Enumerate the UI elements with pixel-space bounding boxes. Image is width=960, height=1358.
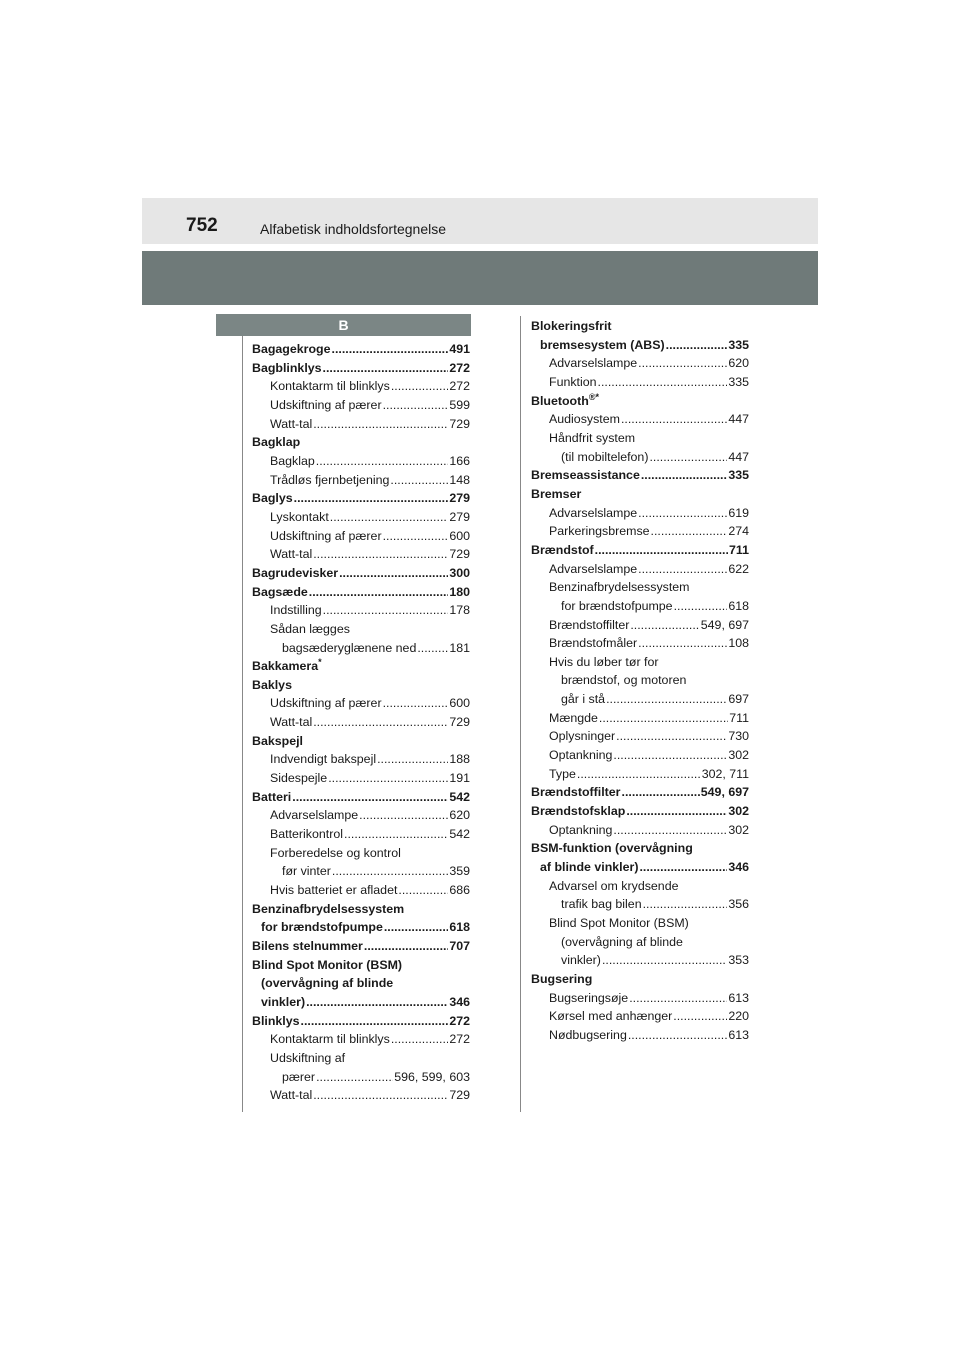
entry-page-number: 335 <box>728 468 749 483</box>
entry-label: Forberedelse og kontrol <box>270 845 401 860</box>
dot-leader <box>598 373 728 392</box>
index-entry <box>252 471 470 490</box>
entry-label: Blind Spot Monitor (BSM) <box>252 957 403 972</box>
entry-page-number: 491 <box>449 342 470 356</box>
index-entry <box>531 1026 749 1045</box>
index-entry <box>252 396 470 415</box>
entry-page-number: 108 <box>728 636 749 651</box>
entry-page-number: 188 <box>449 752 470 767</box>
index-entry <box>531 914 749 933</box>
index-entry <box>252 415 470 434</box>
entry-page-number: 600 <box>449 696 470 711</box>
entry-label: Advarselslampe <box>549 356 638 371</box>
entry-page-number: 596, 599, 603 <box>394 1069 470 1084</box>
entry-label: Watt-tal <box>270 1088 313 1103</box>
index-entry <box>531 354 749 373</box>
dot-leader <box>292 788 448 807</box>
index-entry <box>531 466 749 485</box>
dot-leader <box>377 750 448 769</box>
entry-label: Type <box>549 766 576 781</box>
dot-leader <box>641 466 727 485</box>
entry-label: Benzinafbrydelsessystem <box>549 580 690 595</box>
entry-label: Blind Spot Monitor (BSM) <box>549 916 689 930</box>
entry-page-number: 274 <box>728 524 749 539</box>
entry-label: Advarselslampe <box>549 561 638 576</box>
entry-label: Sådan lægges <box>270 621 350 636</box>
entry-page-number: 697 <box>728 692 749 707</box>
entry-page-number: 549, 697 <box>700 785 749 800</box>
page-title: Alfabetisk indholdsfortegnelse <box>260 221 447 237</box>
entry-page-number: 600 <box>449 528 470 543</box>
entry-label: vinkler) <box>261 994 306 1009</box>
entry-page-number: 620 <box>449 808 470 823</box>
dot-leader <box>674 597 728 616</box>
entry-page-number: 613 <box>728 1027 749 1042</box>
dot-leader <box>391 377 448 396</box>
entry-label: Hvis batteriet er afladet <box>270 883 398 898</box>
entry-page-number: 711 <box>729 542 749 557</box>
index-entry <box>531 970 749 989</box>
entry-page-number: 447 <box>728 449 749 464</box>
entry-page-number: 542 <box>449 827 470 842</box>
entry-label: Blokeringsfrit <box>531 319 612 333</box>
index-entry <box>252 545 470 564</box>
index-entry <box>531 448 749 467</box>
entry-label: Håndfrit system <box>549 430 636 445</box>
index-entry <box>252 359 470 378</box>
entry-page-number: 181 <box>449 640 470 655</box>
entry-label: Brændstofsklap <box>531 804 626 819</box>
entry-label: Bakspejl <box>252 733 303 748</box>
dot-leader <box>313 415 448 434</box>
entry-label: Benzinafbrydelsessystem <box>252 901 405 916</box>
dot-leader <box>364 937 448 956</box>
index-entry <box>531 616 749 635</box>
index-entry <box>252 918 470 937</box>
entry-label: (til mobiltelefon) <box>561 449 649 464</box>
entry-page-number: 729 <box>449 547 470 562</box>
dot-leader <box>339 564 448 583</box>
index-entry <box>531 877 749 896</box>
index-entry <box>531 690 749 709</box>
dot-leader <box>383 694 449 713</box>
index-entry <box>252 713 470 732</box>
index-entry <box>252 676 470 695</box>
entry-page-number: 178 <box>449 603 470 618</box>
page-number: 752 <box>186 215 218 236</box>
entry-label: Bagblinklys <box>252 360 322 375</box>
index-entry <box>252 508 470 527</box>
right-column-rule <box>520 316 521 1112</box>
entry-label: Hvis du løber tør for <box>549 654 659 669</box>
index-entry <box>531 709 749 728</box>
entry-page-number: 279 <box>449 509 470 524</box>
entry-page-number: 191 <box>449 771 470 786</box>
dot-leader <box>599 709 728 728</box>
entry-label: Advarsel om krydsende <box>549 878 679 893</box>
entry-page-number: 148 <box>449 472 470 487</box>
dot-leader <box>313 1086 448 1105</box>
index-entry <box>531 783 749 802</box>
entry-page-number: 279 <box>449 491 470 506</box>
dot-leader <box>595 541 728 560</box>
entry-label: Indvendigt bakspejl <box>270 752 377 767</box>
entry-label: Brændstoffilter <box>549 617 630 632</box>
entry-page-number: 302 <box>728 748 749 763</box>
entry-label: Bugsering <box>531 971 593 986</box>
index-entry <box>531 410 749 429</box>
entry-label: går i stå <box>561 692 606 707</box>
entry-label: Bremseassistance <box>531 468 640 483</box>
entry-label: Udskiftning af <box>270 1050 346 1065</box>
dot-leader <box>417 639 448 658</box>
entry-label: Udskiftning af pærer <box>270 696 382 711</box>
entry-page-number: 730 <box>728 729 749 744</box>
index-entry <box>531 951 749 970</box>
entry-label: Bagklap <box>252 435 301 450</box>
entry-page-number: 447 <box>728 412 749 427</box>
index-entry <box>252 862 470 881</box>
entry-page-number: 613 <box>728 990 749 1005</box>
entry-label: BSM-funktion (overvågning <box>531 841 693 856</box>
dot-leader <box>638 504 727 523</box>
entry-label: Kontaktarm til blinklys <box>270 1032 390 1047</box>
index-entry <box>531 895 749 914</box>
entry-page-number: 335 <box>728 374 749 389</box>
index-entry <box>252 639 470 658</box>
entry-page-number: 729 <box>449 715 470 730</box>
entry-page-number: 356 <box>728 897 749 912</box>
entry-label: Audiosystem <box>549 412 620 427</box>
index-entry <box>531 765 749 784</box>
index-entry <box>531 541 749 560</box>
dot-leader <box>313 545 448 564</box>
dot-leader <box>306 993 448 1012</box>
dot-leader <box>323 359 449 378</box>
entry-label: Optankning <box>549 822 613 837</box>
index-entry <box>531 989 749 1008</box>
index-entry <box>531 727 749 746</box>
dot-leader <box>638 560 727 579</box>
entry-label: for brændstofpumpe <box>261 920 383 935</box>
entry-label: Watt-tal <box>270 547 313 562</box>
index-entry <box>252 806 470 825</box>
dot-leader <box>629 989 727 1008</box>
entry-page-number: 549, 697 <box>700 617 749 632</box>
index-entry <box>252 1030 470 1049</box>
dot-leader <box>602 951 727 970</box>
entry-label: Batteri <box>252 789 292 804</box>
index-entry <box>531 504 749 523</box>
entry-page-number: 618 <box>728 598 749 613</box>
entry-label: Indstilling <box>270 603 322 618</box>
entry-label: Lyskontakt <box>270 509 329 524</box>
entry-page-number: 272 <box>449 1032 470 1047</box>
entry-page-number: 272 <box>449 1013 470 1028</box>
index-entry <box>252 900 470 919</box>
index-entry <box>252 844 470 863</box>
dot-leader <box>621 410 727 429</box>
index-entry <box>531 522 749 541</box>
entry-page-number: 711 <box>729 710 749 725</box>
entry-label: Udskiftning af pærer <box>270 528 382 543</box>
index-entry <box>252 1049 470 1068</box>
dot-leader <box>649 448 727 467</box>
index-entry <box>531 821 749 840</box>
entry-label: Bakkamera <box>252 659 319 674</box>
dot-leader <box>384 918 448 937</box>
index-entry <box>531 560 749 579</box>
entry-label: Parkeringsbremse <box>549 524 650 539</box>
index-entry <box>252 788 470 807</box>
index-entry <box>252 433 470 452</box>
dot-leader <box>316 452 449 471</box>
entry-page-number: 166 <box>449 453 470 468</box>
entry-label: Bluetooth <box>531 393 589 408</box>
entry-label: Nødbugsering <box>549 1027 627 1042</box>
index-entry <box>531 578 749 597</box>
index-entry <box>531 933 749 952</box>
dot-leader <box>616 727 727 746</box>
entry-label: bagsæderyglænene ned <box>282 640 417 655</box>
index-entry <box>252 956 470 975</box>
entry-label: Watt-tal <box>270 715 313 730</box>
entry-page-number: 300 <box>449 565 470 580</box>
dot-leader <box>398 881 448 900</box>
entry-page-number: 335 <box>728 337 749 352</box>
index-entry <box>531 336 749 355</box>
entry-label: Trådløs fjernbetjening <box>270 472 390 487</box>
entry-label: af blinde vinkler) <box>540 860 639 875</box>
entry-label: Baklys <box>252 677 292 692</box>
dot-leader <box>323 601 449 620</box>
index-entry <box>252 657 470 676</box>
dot-leader <box>332 862 448 881</box>
index-entry <box>531 392 749 411</box>
dot-leader <box>666 336 728 355</box>
entry-label: Mængde <box>549 710 598 725</box>
index-entry <box>531 597 749 616</box>
entry-page-number: 359 <box>449 864 470 879</box>
index-entry <box>531 858 749 877</box>
section-band <box>142 251 818 305</box>
index-entry <box>252 769 470 788</box>
entry-label: Batterikontrol <box>270 827 344 842</box>
entry-label: Advarselslampe <box>549 505 638 520</box>
dot-leader <box>606 690 727 709</box>
entry-label: Bagrudevisker <box>252 565 339 580</box>
entry-label: Bilens stelnummer <box>252 939 363 953</box>
dot-leader <box>359 806 448 825</box>
entry-label: Brændstofmåler <box>549 636 638 651</box>
index-entry <box>531 634 749 653</box>
dot-leader <box>613 821 727 840</box>
index-entry <box>252 564 470 583</box>
entry-page-number: 353 <box>728 953 749 968</box>
entry-page-number: 729 <box>449 416 470 431</box>
dot-leader <box>639 858 727 877</box>
entry-page-number: 220 <box>728 1009 749 1024</box>
entry-label: (overvågning af blinde <box>561 934 683 949</box>
entry-label: brændstof, og motoren <box>561 673 687 688</box>
entry-page-number: 619 <box>728 505 749 520</box>
entry-label: Oplysninger <box>549 729 616 744</box>
index-entry <box>252 583 470 602</box>
entry-page-number: 618 <box>449 920 470 935</box>
dot-leader <box>622 783 700 802</box>
entry-label: Sidespejle <box>270 771 328 786</box>
entry-label: Bagsæde <box>252 584 308 599</box>
index-entry <box>252 937 470 956</box>
entry-label: Kontaktarm til blinklys <box>270 379 390 394</box>
entry-label: Watt-tal <box>270 416 313 431</box>
index-entry <box>252 1068 470 1087</box>
dot-leader <box>301 1012 449 1031</box>
entry-label: bremsesystem (ABS) <box>540 337 665 352</box>
entry-page-number: 346 <box>449 994 470 1009</box>
index-entry <box>252 527 470 546</box>
index-entry <box>252 1012 470 1031</box>
footnote-mark: * <box>318 657 322 668</box>
section-letter-tab: B <box>216 314 471 336</box>
index-entry <box>531 317 749 336</box>
entry-label: Bagklap <box>270 453 315 468</box>
entry-label: pærer <box>282 1069 316 1084</box>
dot-leader <box>294 489 449 508</box>
entry-label: Brændstoffilter <box>531 785 621 800</box>
dot-leader <box>628 1026 727 1045</box>
dot-leader <box>577 765 701 784</box>
entry-page-number: 622 <box>728 561 749 576</box>
entry-label: Funktion <box>549 374 597 389</box>
dot-leader <box>328 769 448 788</box>
entry-label: Advarselslampe <box>270 808 359 823</box>
entry-page-number: 599 <box>449 397 470 412</box>
index-entry <box>531 802 749 821</box>
entry-page-number: 302 <box>728 822 749 837</box>
entry-label: før vinter <box>282 864 331 879</box>
index-entry <box>252 694 470 713</box>
index-entry <box>252 340 470 359</box>
entry-page-number: 707 <box>449 939 470 953</box>
entry-page-number: 180 <box>449 584 470 599</box>
entry-label: Bremser <box>531 486 582 501</box>
entry-label: trafik bag bilen <box>561 897 642 912</box>
entry-label: Bugseringsøje <box>549 990 629 1005</box>
dot-leader <box>391 1030 448 1049</box>
entry-page-number: 620 <box>728 356 749 371</box>
index-entry <box>531 429 749 448</box>
dot-leader <box>651 522 728 541</box>
index-entry <box>531 653 749 672</box>
index-entry <box>252 974 470 993</box>
index-entry <box>252 1086 470 1105</box>
index-entry <box>531 746 749 765</box>
dot-leader <box>630 616 699 635</box>
dot-leader <box>383 527 449 546</box>
entry-label: vinkler) <box>561 953 601 968</box>
index-entry <box>252 881 470 900</box>
dot-leader <box>309 583 449 602</box>
entry-page-number: 272 <box>449 360 470 375</box>
entry-label: Kørsel med anhænger <box>549 1009 673 1024</box>
index-entry <box>252 377 470 396</box>
index-entry <box>531 373 749 392</box>
left-column-rule <box>242 336 243 1112</box>
dot-leader <box>638 634 727 653</box>
dot-leader <box>332 340 449 359</box>
dot-leader <box>638 354 727 373</box>
dot-leader <box>673 1007 727 1026</box>
dot-leader <box>626 802 727 821</box>
entry-label: Baglys <box>252 491 293 506</box>
dot-leader <box>316 1068 393 1087</box>
entry-label: for brændstofpumpe <box>561 598 673 613</box>
entry-page-number: 302 <box>728 804 749 819</box>
entry-label: Udskiftning af pærer <box>270 397 382 412</box>
dot-leader <box>390 471 448 490</box>
index-entry <box>531 839 749 858</box>
dot-leader <box>383 396 449 415</box>
left-index-column <box>252 340 470 1105</box>
dot-leader <box>313 713 448 732</box>
index-entry <box>252 825 470 844</box>
header-band <box>142 198 818 244</box>
entry-label: Brændstof <box>531 542 594 557</box>
index-entry <box>531 485 749 504</box>
dot-leader <box>344 825 448 844</box>
right-index-column <box>531 317 749 1045</box>
entry-label: Optankning <box>549 748 613 763</box>
index-entry <box>252 601 470 620</box>
entry-page-number: 686 <box>449 883 470 898</box>
index-entry <box>252 620 470 639</box>
entry-label: (overvågning af blinde <box>261 976 394 991</box>
entry-label: Bagagekroge <box>252 342 331 356</box>
index-entry <box>252 732 470 751</box>
index-entry <box>252 489 470 508</box>
index-entry <box>252 993 470 1012</box>
dot-leader <box>330 508 449 527</box>
index-entry <box>531 671 749 690</box>
entry-page-number: 346 <box>728 860 749 875</box>
entry-page-number: 302, 711 <box>701 766 749 781</box>
dot-leader <box>643 895 728 914</box>
index-entry <box>252 452 470 471</box>
entry-page-number: 729 <box>449 1088 470 1103</box>
footnote-mark: ®* <box>588 391 599 402</box>
entry-label: Blinklys <box>252 1013 300 1028</box>
index-entry <box>531 1007 749 1026</box>
index-entry <box>252 750 470 769</box>
dot-leader <box>613 746 727 765</box>
entry-page-number: 272 <box>449 379 470 394</box>
entry-page-number: 542 <box>449 789 470 804</box>
